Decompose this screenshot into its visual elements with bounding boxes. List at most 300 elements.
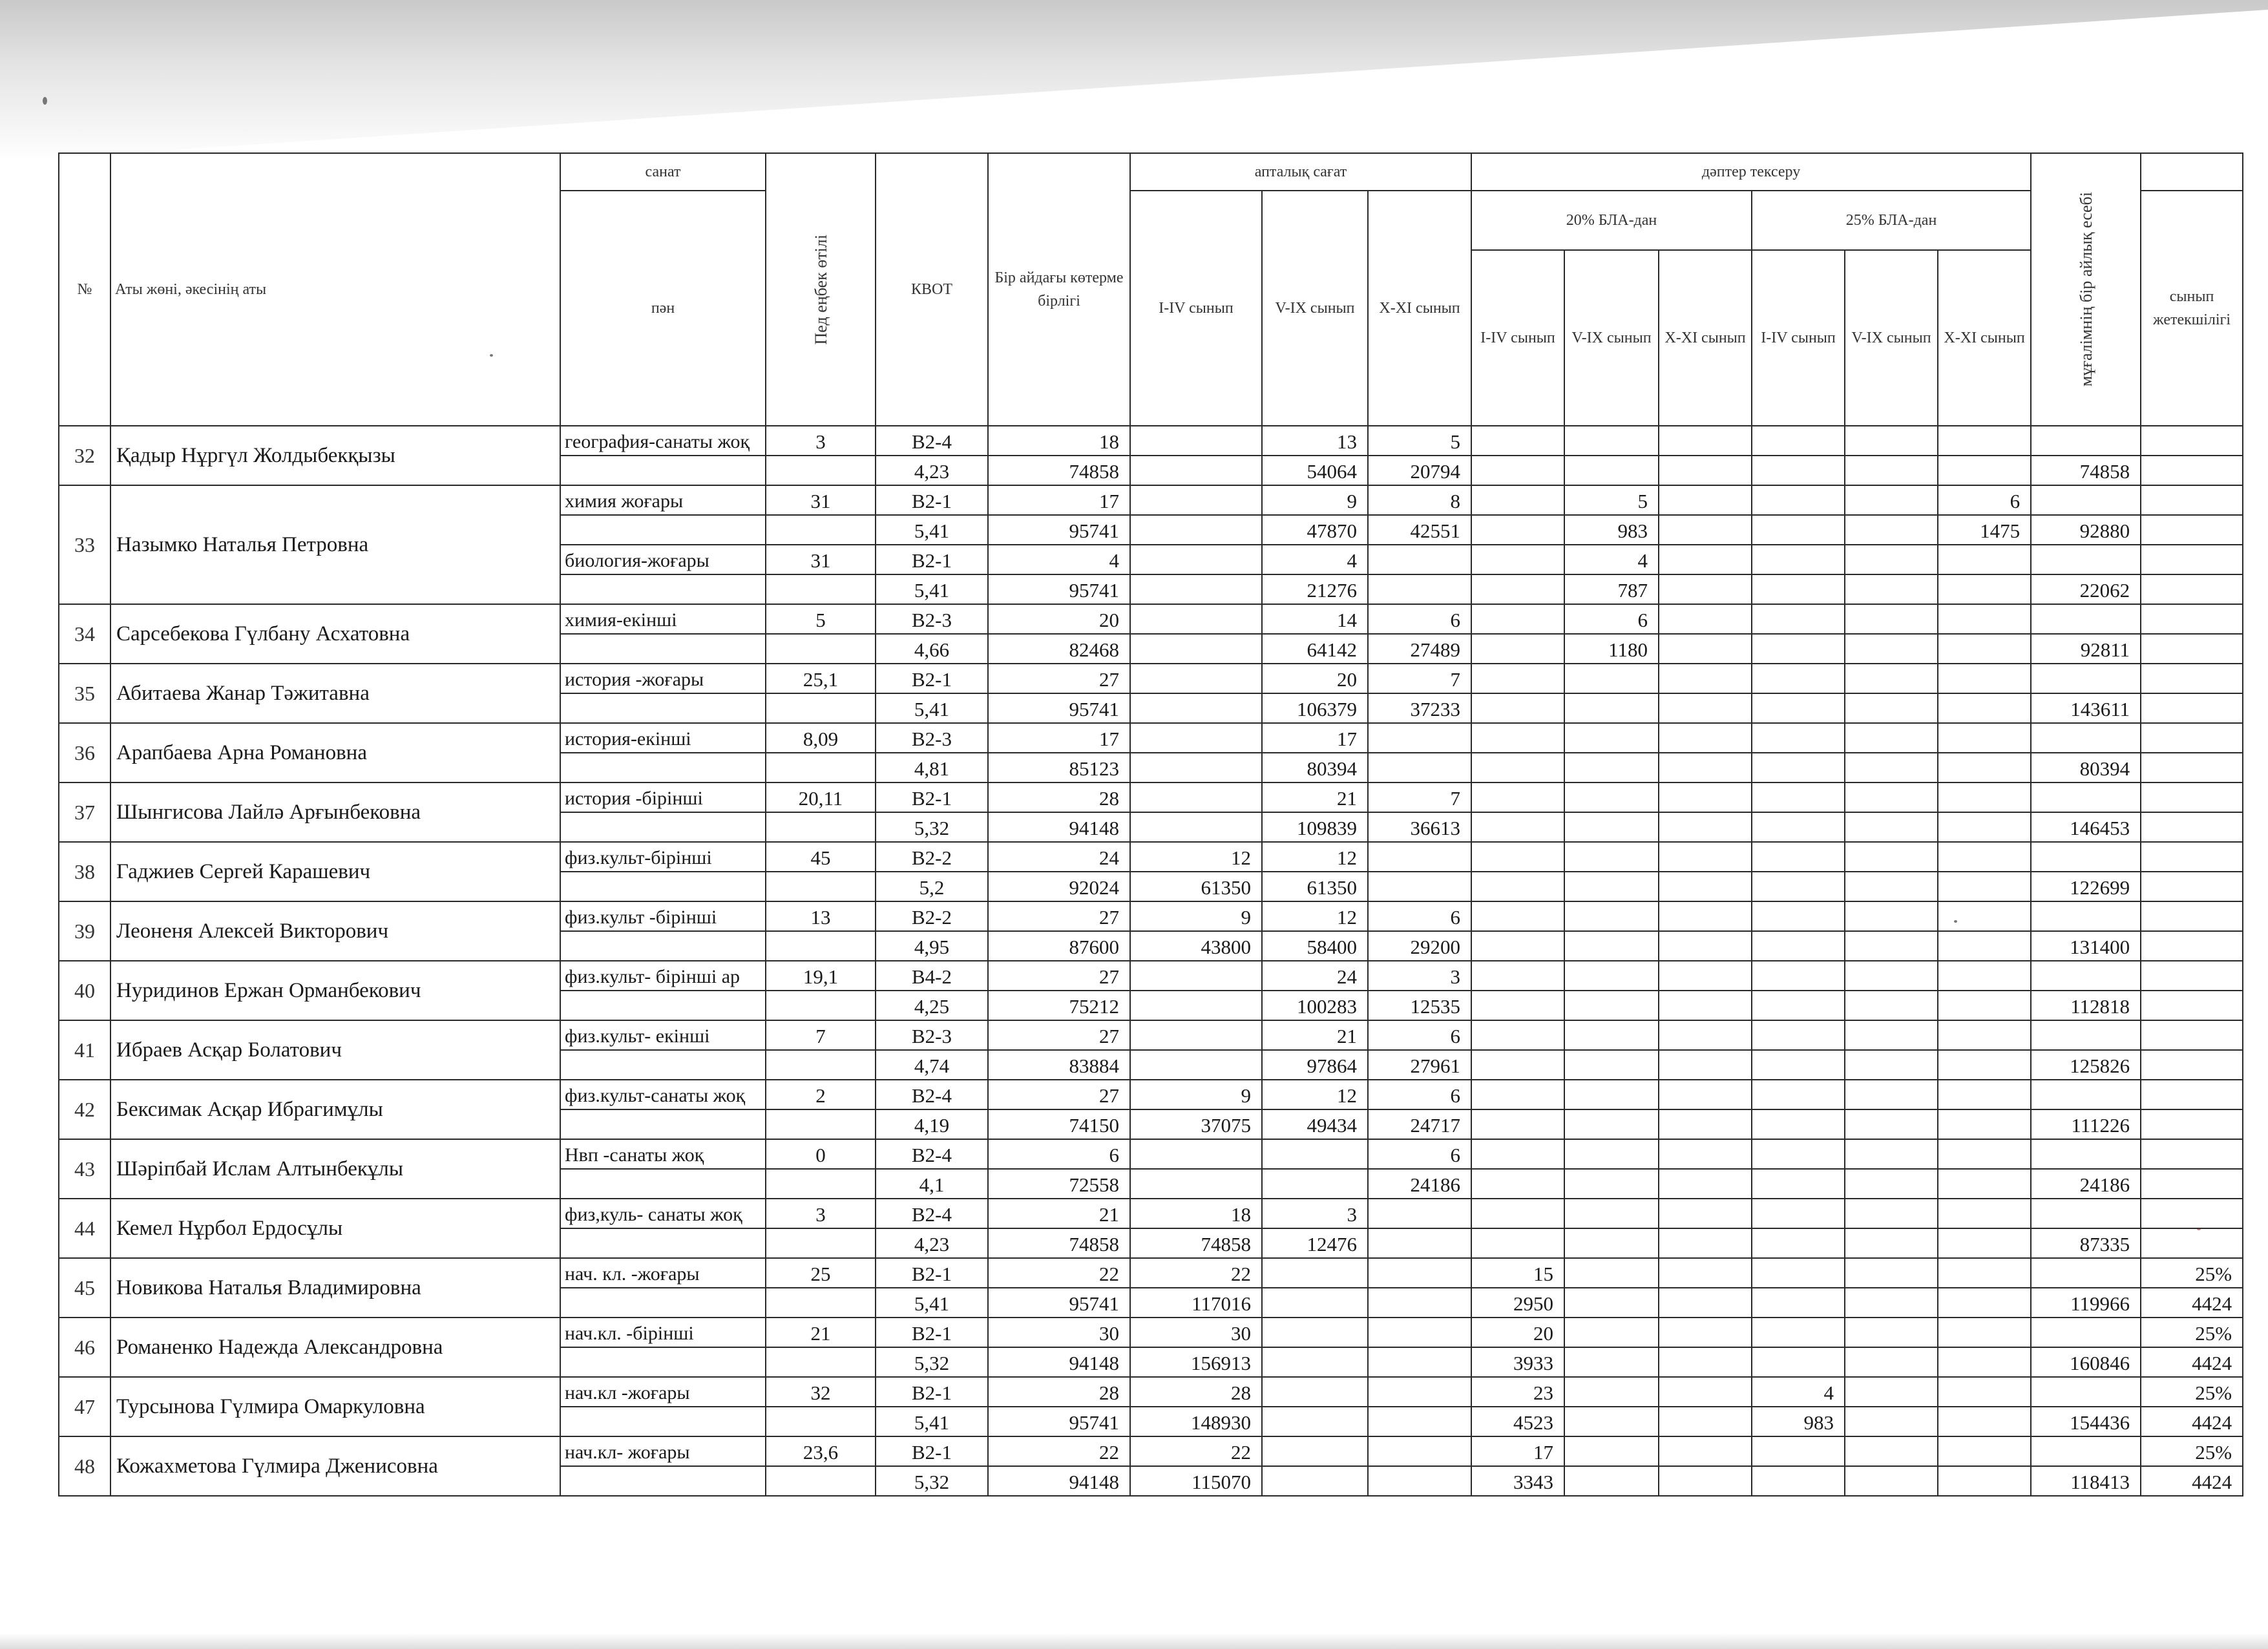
cell-bla25-1-4 [1752,1080,1845,1109]
cell-kvot: 4,19 [876,1109,988,1139]
cell-bla20-10-11 [1659,723,1752,753]
cell-bla20-5-9: 4 [1564,545,1659,574]
cell-class-lead [2141,634,2243,664]
cell-hours-10-11: 5 [1368,426,1471,456]
cell-bla25-10-11 [1938,456,2031,485]
header-bla-col-2: V-IX сынып [1564,250,1659,426]
cell-subject [560,515,766,545]
cell-bla20-1-4 [1471,1080,1564,1109]
cell-monthly-unit: 20 [988,604,1130,634]
cell-hours-1-4: 37075 [1130,1109,1262,1139]
cell-hours-5-9: 24 [1262,961,1368,991]
cell-bla20-1-4 [1471,634,1564,664]
cell-kvot: 4,95 [876,931,988,961]
cell-ped-stazh: 32 [766,1377,876,1407]
cell-bla25-1-4 [1752,634,1845,664]
cell-bla25-10-11 [1938,426,2031,456]
cell-subject: физ.культ- екінші [560,1020,766,1050]
cell-hours-5-9: 21 [1262,782,1368,812]
cell-hours-10-11: 6 [1368,901,1471,931]
cell-bla20-10-11 [1659,1377,1752,1407]
cell-bla20-1-4 [1471,1020,1564,1050]
cell-bla25-1-4 [1752,604,1845,634]
cell-hours-10-11: 37233 [1368,693,1471,723]
cell-hours-5-9: 21276 [1262,574,1368,604]
cell-bla20-5-9 [1564,931,1659,961]
cell-kvot: В2-2 [876,901,988,931]
cell-hours-10-11: 6 [1368,604,1471,634]
cell-hours-1-4 [1130,961,1262,991]
cell-bla20-1-4: 3343 [1471,1466,1564,1496]
cell-bla20-10-11 [1659,1109,1752,1139]
cell-class-lead: 4424 [2141,1466,2243,1496]
cell-bla20-10-11 [1659,664,1752,693]
cell-ped-stazh: 25,1 [766,664,876,693]
cell-monthly-total [2031,1258,2141,1288]
cell-hours-5-9 [1262,1169,1368,1199]
cell-class-lead [2141,842,2243,872]
cell-hours-5-9: 12 [1262,901,1368,931]
cell-hours-1-4 [1130,634,1262,664]
cell-bla20-1-4: 3933 [1471,1347,1564,1377]
cell-hours-1-4 [1130,782,1262,812]
cell-subject: история-екінші [560,723,766,753]
cell-class-lead [2141,961,2243,991]
cell-hours-10-11 [1368,1318,1471,1347]
cell-bla25-1-4 [1752,1199,1845,1228]
cell-ped-stazh [766,515,876,545]
header-bla-col-3: X-XI сынып [1659,250,1752,426]
cell-hours-1-4 [1130,664,1262,693]
cell-bla20-5-9 [1564,664,1659,693]
cell-bla20-5-9 [1564,723,1659,753]
cell-subject: физ.культ -бірінші [560,901,766,931]
header-weekly-2: V-IX сынып [1262,191,1368,426]
cell-bla25-1-4 [1752,1139,1845,1169]
header-kvot: КВОТ [876,153,988,426]
cell-hours-5-9: 13 [1262,426,1368,456]
cell-bla25-5-9 [1845,1050,1938,1080]
cell-hours-5-9: 47870 [1262,515,1368,545]
cell-hours-10-11 [1368,1377,1471,1407]
cell-bla25-1-4 [1752,782,1845,812]
cell-bla20-5-9 [1564,991,1659,1020]
table-row [59,1139,2243,1169]
row-number: 35 [59,664,110,723]
teacher-name: Гаджиев Сергей Карашевич [110,842,560,901]
cell-ped-stazh: 45 [766,842,876,872]
teacher-name: Романенко Надежда Александровна [110,1318,560,1377]
cell-hours-10-11: 24717 [1368,1109,1471,1139]
cell-bla20-10-11 [1659,753,1752,782]
cell-ped-stazh [766,1466,876,1496]
cell-hours-1-4 [1130,1020,1262,1050]
cell-bla20-10-11 [1659,782,1752,812]
cell-bla25-5-9 [1845,1407,1938,1436]
cell-bla20-5-9: 1180 [1564,634,1659,664]
cell-hours-10-11 [1368,1288,1471,1318]
cell-subject [560,753,766,782]
cell-bla25-5-9 [1845,1347,1938,1377]
cell-hours-1-4 [1130,456,1262,485]
cell-monthly-unit: 30 [988,1318,1130,1347]
cell-bla20-5-9 [1564,901,1659,931]
cell-class-lead [2141,782,2243,812]
cell-bla20-1-4: 17 [1471,1436,1564,1466]
cell-bla25-5-9 [1845,753,1938,782]
cell-hours-5-9 [1262,1347,1368,1377]
cell-hours-10-11 [1368,1436,1471,1466]
teacher-name: Кожахметова Гүлмира Дженисовна [110,1436,560,1496]
cell-hours-5-9 [1262,1139,1368,1169]
cell-bla25-10-11 [1938,723,2031,753]
cell-bla20-10-11 [1659,1436,1752,1466]
cell-hours-1-4: 30 [1130,1318,1262,1347]
table-row [59,1318,2243,1347]
cell-bla20-1-4 [1471,574,1564,604]
cell-bla20-5-9 [1564,1288,1659,1318]
cell-bla25-5-9 [1845,1228,1938,1258]
cell-bla25-10-11: 1475 [1938,515,2031,545]
cell-kvot: 4,81 [876,753,988,782]
cell-ped-stazh: 13 [766,901,876,931]
cell-hours-5-9: 58400 [1262,931,1368,961]
cell-ped-stazh [766,456,876,485]
cell-bla20-10-11 [1659,931,1752,961]
cell-bla20-5-9 [1564,1407,1659,1436]
cell-hours-10-11: 6 [1368,1139,1471,1169]
cell-bla25-1-4 [1752,872,1845,901]
cell-subject: история -жоғары [560,664,766,693]
cell-subject: химия-екінші [560,604,766,634]
cell-bla20-10-11 [1659,634,1752,664]
cell-ped-stazh: 3 [766,426,876,456]
cell-hours-1-4: 9 [1130,1080,1262,1109]
cell-monthly-total [2031,485,2141,515]
cell-bla20-1-4 [1471,1169,1564,1199]
cell-kvot: 5,2 [876,872,988,901]
cell-subject [560,1466,766,1496]
cell-hours-5-9: 97864 [1262,1050,1368,1080]
cell-bla25-5-9 [1845,1169,1938,1199]
cell-hours-5-9: 4 [1262,545,1368,574]
cell-class-lead [2141,812,2243,842]
cell-bla25-10-11 [1938,812,2031,842]
cell-ped-stazh: 19,1 [766,961,876,991]
cell-class-lead [2141,1020,2243,1050]
row-number: 41 [59,1020,110,1080]
cell-bla25-1-4 [1752,1169,1845,1199]
cell-subject [560,812,766,842]
cell-bla25-5-9 [1845,1258,1938,1288]
cell-bla20-5-9 [1564,872,1659,901]
cell-monthly-total [2031,604,2141,634]
cell-subject: нач.кл. -бірінші [560,1318,766,1347]
cell-hours-5-9 [1262,1466,1368,1496]
cell-kvot: В2-1 [876,782,988,812]
cell-bla20-1-4 [1471,664,1564,693]
cell-bla20-5-9 [1564,1258,1659,1288]
cell-kvot: В2-1 [876,1318,988,1347]
cell-hours-10-11 [1368,753,1471,782]
teacher-name: Нуридинов Ержан Орманбекович [110,961,560,1020]
header-bla20: 20% БЛА-дан [1471,191,1752,250]
cell-hours-5-9: 12 [1262,1080,1368,1109]
teacher-name: Новикова Наталья Владимировна [110,1258,560,1318]
cell-bla25-5-9 [1845,1288,1938,1318]
cell-monthly-total [2031,901,2141,931]
row-number: 33 [59,485,110,604]
cell-bla25-5-9 [1845,664,1938,693]
cell-bla25-10-11 [1938,1139,2031,1169]
cell-hours-1-4: 28 [1130,1377,1262,1407]
cell-hours-1-4 [1130,1050,1262,1080]
cell-bla25-10-11 [1938,872,2031,901]
row-number: 36 [59,723,110,782]
cell-bla20-1-4 [1471,931,1564,961]
header-weekly-1: I-IV сынып [1130,191,1262,426]
cell-bla25-10-11 [1938,1169,2031,1199]
cell-bla20-5-9 [1564,1228,1659,1258]
cell-hours-10-11 [1368,1347,1471,1377]
cell-monthly-total [2031,545,2141,574]
cell-hours-1-4: 43800 [1130,931,1262,961]
cell-subject [560,1169,766,1199]
cell-kvot: 4,1 [876,1169,988,1199]
cell-monthly-unit: 95741 [988,1407,1130,1436]
cell-hours-5-9: 9 [1262,485,1368,515]
cell-ped-stazh [766,1347,876,1377]
cell-bla20-1-4: 23 [1471,1377,1564,1407]
cell-bla25-1-4 [1752,842,1845,872]
cell-class-lead [2141,426,2243,456]
header-ped-stazh-label: Пед еңбек өтілі [811,234,830,345]
table-body [59,426,2243,1496]
cell-hours-1-4 [1130,604,1262,634]
header-monthly-calc-label: мұғалімнің бір айлық есебі [2076,192,2095,387]
cell-class-lead [2141,574,2243,604]
cell-hours-10-11: 3 [1368,961,1471,991]
cell-monthly-total [2031,782,2141,812]
cell-bla25-1-4 [1752,991,1845,1020]
table-row [59,1080,2243,1109]
cell-monthly-unit: 24 [988,842,1130,872]
cell-kvot: В2-3 [876,1020,988,1050]
cell-monthly-unit: 74858 [988,1228,1130,1258]
cell-hours-10-11: 6 [1368,1080,1471,1109]
cell-bla25-10-11 [1938,842,2031,872]
cell-bla20-1-4 [1471,1228,1564,1258]
cell-monthly-unit: 82468 [988,634,1130,664]
cell-bla20-5-9 [1564,1318,1659,1347]
cell-bla25-10-11 [1938,1436,2031,1466]
cell-bla20-1-4 [1471,693,1564,723]
cell-hours-10-11 [1368,545,1471,574]
cell-monthly-unit: 21 [988,1199,1130,1228]
cell-subject: физ,куль- санаты жоқ [560,1199,766,1228]
table-row [59,782,2243,812]
cell-class-lead [2141,991,2243,1020]
cell-hours-5-9: 20 [1262,664,1368,693]
cell-monthly-total [2031,1139,2141,1169]
cell-monthly-total [2031,426,2141,456]
table-row [59,842,2243,872]
cell-bla25-10-11 [1938,1020,2031,1050]
cell-hours-5-9 [1262,1377,1368,1407]
cell-ped-stazh: 5 [766,604,876,634]
cell-subject: физ.культ-бірінші [560,842,766,872]
cell-kvot: В2-1 [876,664,988,693]
cell-bla25-5-9 [1845,1139,1938,1169]
cell-bla25-1-4 [1752,1258,1845,1288]
cell-hours-10-11: 27489 [1368,634,1471,664]
cell-subject: география-санаты жоқ [560,426,766,456]
cell-monthly-unit: 22 [988,1436,1130,1466]
cell-subject [560,872,766,901]
cell-monthly-total: 111226 [2031,1109,2141,1139]
cell-bla20-1-4 [1471,604,1564,634]
cell-class-lead [2141,485,2243,515]
row-number: 45 [59,1258,110,1318]
cell-hours-5-9: 14 [1262,604,1368,634]
row-number: 37 [59,782,110,842]
cell-hours-1-4 [1130,1139,1262,1169]
header-bla-col-5: V-IX сынып [1845,250,1938,426]
cell-class-lead [2141,456,2243,485]
cell-bla25-1-4 [1752,693,1845,723]
cell-kvot: 4,23 [876,456,988,485]
cell-subject [560,931,766,961]
cell-ped-stazh: 25 [766,1258,876,1288]
teacher-name: Бексимак Асқар Ибрагимұлы [110,1080,560,1139]
cell-monthly-total [2031,723,2141,753]
cell-bla25-5-9 [1845,961,1938,991]
cell-bla25-1-4 [1752,1288,1845,1318]
cell-monthly-total [2031,1377,2141,1407]
cell-monthly-unit: 94148 [988,1466,1130,1496]
cell-hours-1-4 [1130,1169,1262,1199]
cell-bla25-10-11 [1938,901,2031,931]
teacher-name: Арапбаева Арна Романовна [110,723,560,782]
cell-subject [560,456,766,485]
row-number: 48 [59,1436,110,1496]
cell-monthly-total [2031,1080,2141,1109]
cell-monthly-total: 87335 [2031,1228,2141,1258]
cell-monthly-unit: 4 [988,545,1130,574]
cell-class-lead [2141,1139,2243,1169]
cell-bla20-10-11 [1659,456,1752,485]
teacher-name: Турсынова Гүлмира Омаркуловна [110,1377,560,1436]
cell-bla25-1-4 [1752,456,1845,485]
cell-bla20-5-9 [1564,1466,1659,1496]
cell-hours-5-9 [1262,1407,1368,1436]
cell-monthly-total: 119966 [2031,1288,2141,1318]
cell-hours-1-4: 18 [1130,1199,1262,1228]
cell-ped-stazh [766,1228,876,1258]
cell-bla25-1-4 [1752,574,1845,604]
cell-bla20-1-4 [1471,753,1564,782]
cell-hours-1-4 [1130,991,1262,1020]
cell-kvot: 5,41 [876,515,988,545]
cell-bla25-5-9 [1845,723,1938,753]
header-bla-col-6: X-XI сынып [1938,250,2031,426]
cell-hours-1-4: 115070 [1130,1466,1262,1496]
cell-bla25-10-11 [1938,604,2031,634]
cell-hours-1-4 [1130,723,1262,753]
cell-bla20-10-11 [1659,1407,1752,1436]
scan-bottom-shadow [0,1633,2268,1649]
table-row [59,664,2243,693]
cell-hours-5-9: 100283 [1262,991,1368,1020]
cell-hours-5-9: 80394 [1262,753,1368,782]
cell-bla25-5-9 [1845,485,1938,515]
cell-hours-5-9 [1262,1318,1368,1347]
cell-hours-10-11 [1368,723,1471,753]
cell-bla25-1-4 [1752,1020,1845,1050]
cell-ped-stazh [766,693,876,723]
cell-subject: биология-жоғары [560,545,766,574]
cell-kvot: 5,41 [876,693,988,723]
cell-bla20-10-11 [1659,961,1752,991]
cell-bla20-1-4 [1471,842,1564,872]
cell-subject: физ.культ-санаты жоқ [560,1080,766,1109]
cell-class-lead [2141,604,2243,634]
cell-bla20-5-9 [1564,1109,1659,1139]
header-ped-stazh [766,153,876,426]
cell-monthly-total: 24186 [2031,1169,2141,1199]
cell-bla25-5-9 [1845,931,1938,961]
cell-bla25-10-11 [1938,782,2031,812]
cell-monthly-unit: 94148 [988,812,1130,842]
cell-class-lead: 4424 [2141,1347,2243,1377]
header-bla25: 25% БЛА-дан [1752,191,2031,250]
cell-bla20-10-11 [1659,1169,1752,1199]
table-row [59,901,2243,931]
cell-bla25-5-9 [1845,901,1938,931]
cell-bla25-1-4 [1752,901,1845,931]
cell-kvot: В2-4 [876,1080,988,1109]
cell-bla20-1-4: 4523 [1471,1407,1564,1436]
cell-kvot: 5,32 [876,1347,988,1377]
payroll-table [58,152,2243,1497]
cell-bla25-10-11 [1938,1228,2031,1258]
scan-top-shadow [0,0,2268,162]
cell-hours-10-11: 29200 [1368,931,1471,961]
cell-bla20-10-11 [1659,545,1752,574]
cell-monthly-total [2031,961,2141,991]
row-number: 34 [59,604,110,664]
cell-bla20-5-9 [1564,961,1659,991]
cell-bla20-5-9 [1564,426,1659,456]
cell-monthly-total [2031,664,2141,693]
cell-monthly-unit: 75212 [988,991,1130,1020]
header-monthly-unit: Бір айдағы көтерме бірлігі [988,153,1130,426]
cell-hours-5-9: 3 [1262,1199,1368,1228]
cell-bla25-5-9 [1845,1377,1938,1407]
cell-bla25-10-11 [1938,1466,2031,1496]
cell-bla25-5-9 [1845,1080,1938,1109]
header-weekly-hours: апталық сағат [1130,153,1471,191]
row-number: 39 [59,901,110,961]
cell-bla25-1-4 [1752,545,1845,574]
cell-bla25-5-9 [1845,812,1938,842]
cell-subject: нач.кл- жоғары [560,1436,766,1466]
cell-bla20-10-11 [1659,485,1752,515]
cell-bla25-5-9 [1845,426,1938,456]
cell-hours-5-9: 54064 [1262,456,1368,485]
cell-hours-10-11 [1368,1466,1471,1496]
cell-bla25-10-11 [1938,753,2031,782]
